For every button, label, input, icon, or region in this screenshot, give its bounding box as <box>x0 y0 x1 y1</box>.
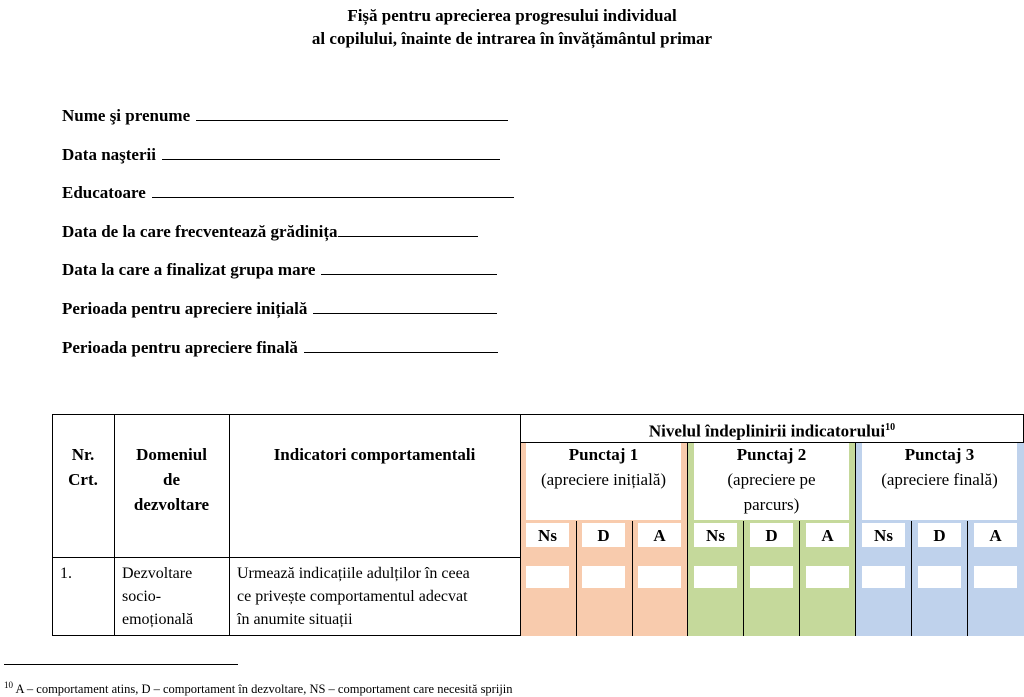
title-line-2: al copilului, înainte de intrarea în învățământul primar <box>311 29 713 48</box>
punctaj-3-header <box>862 442 1017 492</box>
col-header-nr-line1: Nr. <box>71 445 95 464</box>
field-label: Data la care a finalizat grupa mare <box>62 260 316 279</box>
row-nr: 1. <box>60 565 72 582</box>
field-initial-period <box>62 298 497 319</box>
row-domain <box>122 562 227 631</box>
level-code: Ns <box>862 523 905 547</box>
row-indicator-line: în anumite situații <box>237 611 353 628</box>
row-indicator-line: Urmează indicațiile adulților în ceea <box>237 565 470 582</box>
punctaj-subtitle: (apreciere inițială) <box>540 470 667 489</box>
level-code: D <box>918 523 961 547</box>
col-header-domain-line2: de <box>163 470 180 489</box>
field-blank[interactable] <box>338 221 478 237</box>
field-blank[interactable] <box>162 144 500 160</box>
field-label: Perioada pentru apreciere inițială <box>62 299 308 318</box>
field-birthdate <box>62 144 500 165</box>
field-blank[interactable] <box>321 259 497 275</box>
level-codes-row <box>520 521 1024 549</box>
checkbox-punctaj1-ns[interactable] <box>526 566 569 588</box>
level-header-text: Nivelul îndeplinirii indicatorului <box>648 421 886 441</box>
field-blank[interactable] <box>196 105 508 121</box>
title-line-1: Fișă pentru aprecierea progresului individual <box>347 6 677 25</box>
level-code: Ns <box>694 523 737 547</box>
level-code: A <box>638 523 681 547</box>
document-title <box>0 4 1024 50</box>
punctaj-title: Punctaj 2 <box>736 445 807 464</box>
punctaj-subtitle-2: parcurs) <box>743 495 800 514</box>
level-code: A <box>806 523 849 547</box>
checkbox-punctaj1-d[interactable] <box>582 566 625 588</box>
col-header-indicators: Indicatori comportamentali <box>273 445 476 464</box>
footnote <box>4 677 513 697</box>
footnote-text: A – comportament atins, D – comportament în dezvoltare, NS – comportament care necesită sprijin <box>15 682 513 697</box>
field-label: Data de la care frecventează grădinița <box>62 222 338 241</box>
level-code: D <box>750 523 793 547</box>
field-teacher <box>62 182 514 203</box>
footnote-separator <box>4 664 238 665</box>
field-blank[interactable] <box>152 182 514 198</box>
level-code: Ns <box>526 523 569 547</box>
punctaj-title: Punctaj 1 <box>568 445 639 464</box>
field-finished-group <box>62 259 497 280</box>
punctaj-2-header <box>694 442 849 517</box>
checkbox-punctaj2-ns[interactable] <box>694 566 737 588</box>
row-indicator-line: ce privește comportamentul adecvat <box>237 588 468 605</box>
field-label: Educatoare <box>62 183 146 202</box>
field-blank[interactable] <box>313 298 497 314</box>
level-code: D <box>582 523 625 547</box>
level-header <box>520 414 1024 445</box>
progress-table <box>52 414 1024 636</box>
level-code: A <box>974 523 1017 547</box>
field-blank[interactable] <box>304 337 498 353</box>
field-label: Nume şi prenume <box>62 106 191 125</box>
footnote-ref: 10 <box>885 422 896 433</box>
col-header-domain-line1: Domeniul <box>136 445 207 464</box>
punctaj-subtitle: (apreciere finală) <box>881 470 998 489</box>
row-domain-line: socio- <box>122 588 162 605</box>
row-domain-line: emoțională <box>122 611 194 628</box>
punctaj-subtitle: (apreciere pe <box>727 470 816 489</box>
checkbox-punctaj3-a[interactable] <box>974 566 1017 588</box>
checkbox-punctaj3-ns[interactable] <box>862 566 905 588</box>
checkbox-punctaj1-a[interactable] <box>638 566 681 588</box>
col-header-domain-line3: dezvoltare <box>133 495 210 514</box>
col-header-nr-line2: Crt. <box>68 470 98 489</box>
checkbox-punctaj3-d[interactable] <box>918 566 961 588</box>
col-header-nr <box>52 442 114 492</box>
row-domain-line: Dezvoltare <box>122 565 193 582</box>
col-header-domain <box>114 442 229 517</box>
row-indicator <box>237 562 517 631</box>
field-label: Data naşterii <box>62 145 156 164</box>
checkbox-punctaj2-d[interactable] <box>750 566 793 588</box>
footnote-number: 10 <box>4 680 13 690</box>
field-attendance-start <box>62 221 478 242</box>
checkbox-punctaj2-a[interactable] <box>806 566 849 588</box>
field-label: Perioada pentru apreciere finală <box>62 338 298 357</box>
punctaj-title: Punctaj 3 <box>904 445 975 464</box>
field-name <box>62 105 508 126</box>
punctaj-1-header <box>526 442 681 492</box>
field-final-period <box>62 337 498 358</box>
